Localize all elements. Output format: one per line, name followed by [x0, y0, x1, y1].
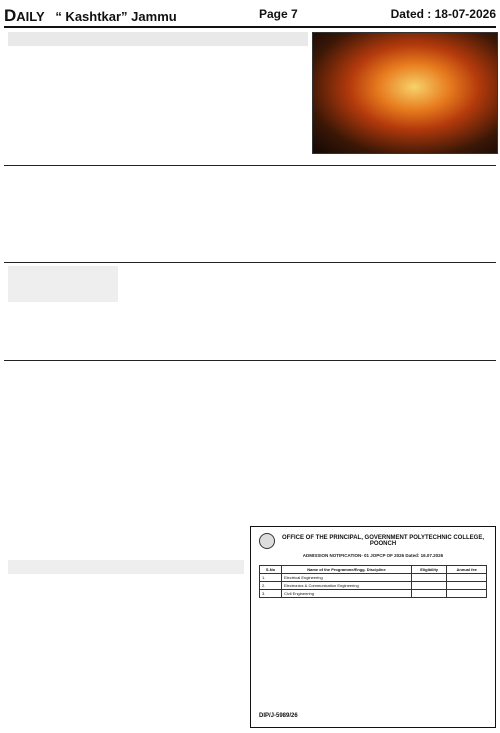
- paper-name: “ Kashtkar” Jammu: [55, 9, 177, 24]
- table-row: 2. Electronics & Communication Engineering: [260, 582, 487, 590]
- table-header: Eligibility: [411, 566, 446, 574]
- notice-office: OFFICE OF THE PRINCIPAL, GOVERNMENT POLYTECHNIC COLLEGE, POONCH: [281, 535, 484, 547]
- divider: [4, 165, 496, 166]
- small-headline: [240, 266, 364, 280]
- women-ministers-headline: [8, 266, 118, 302]
- table-row: 3. Civil Engineering: [260, 590, 487, 598]
- left-brief-headline: [8, 168, 126, 182]
- left-brief-story: [8, 185, 126, 260]
- meeting-headline: [370, 266, 496, 280]
- probe-headline: [380, 364, 496, 394]
- sub-headline: [8, 506, 128, 518]
- table-row: 1. Electrical Engineering: [260, 574, 487, 582]
- divider: [4, 360, 496, 361]
- customs-story: [284, 392, 374, 522]
- masthead: [4, 4, 496, 28]
- paper-title: DAILY “ Kashtkar” Jammu: [4, 6, 177, 25]
- admission-notice: [250, 526, 496, 728]
- london-headline: [8, 560, 244, 574]
- emblem-icon: [259, 533, 275, 549]
- tour-headline: [124, 266, 234, 286]
- fdi-story: [130, 190, 366, 260]
- notice-body: [259, 625, 487, 703]
- probe-story: [380, 398, 496, 522]
- programme-table: [259, 565, 487, 598]
- telangana-story: [8, 402, 278, 502]
- divider: [4, 262, 496, 263]
- customs-headline: [284, 364, 374, 386]
- top-story-columns: [8, 50, 308, 155]
- top-story-headline: [8, 32, 308, 46]
- meeting-story: [370, 284, 496, 356]
- notice-title: ADMISSION NOTIFICATION- 01 JOPCP OF 2026 Dated: 16.07.2026: [302, 553, 444, 558]
- table-header: Annual fee: [447, 566, 487, 574]
- telangana-headline: [8, 364, 278, 398]
- table-header: S.No: [260, 566, 282, 574]
- london-story: [8, 578, 244, 726]
- issue-date: Dated : 18-07-2026: [390, 7, 496, 21]
- small-story: [240, 284, 364, 356]
- table-header: Name of the Programme/Engg. Discipline: [281, 566, 411, 574]
- photo-caption: [312, 154, 496, 162]
- page-number: Page 7: [259, 7, 298, 21]
- right-brief-story: [370, 185, 496, 260]
- fdi-headline: [130, 168, 366, 184]
- tour-story: [124, 290, 234, 356]
- dip-reference: DIP/J-5989/26: [259, 713, 298, 719]
- left-story: [8, 306, 118, 356]
- right-brief-headline: [370, 168, 496, 182]
- fire-photo: [312, 32, 498, 154]
